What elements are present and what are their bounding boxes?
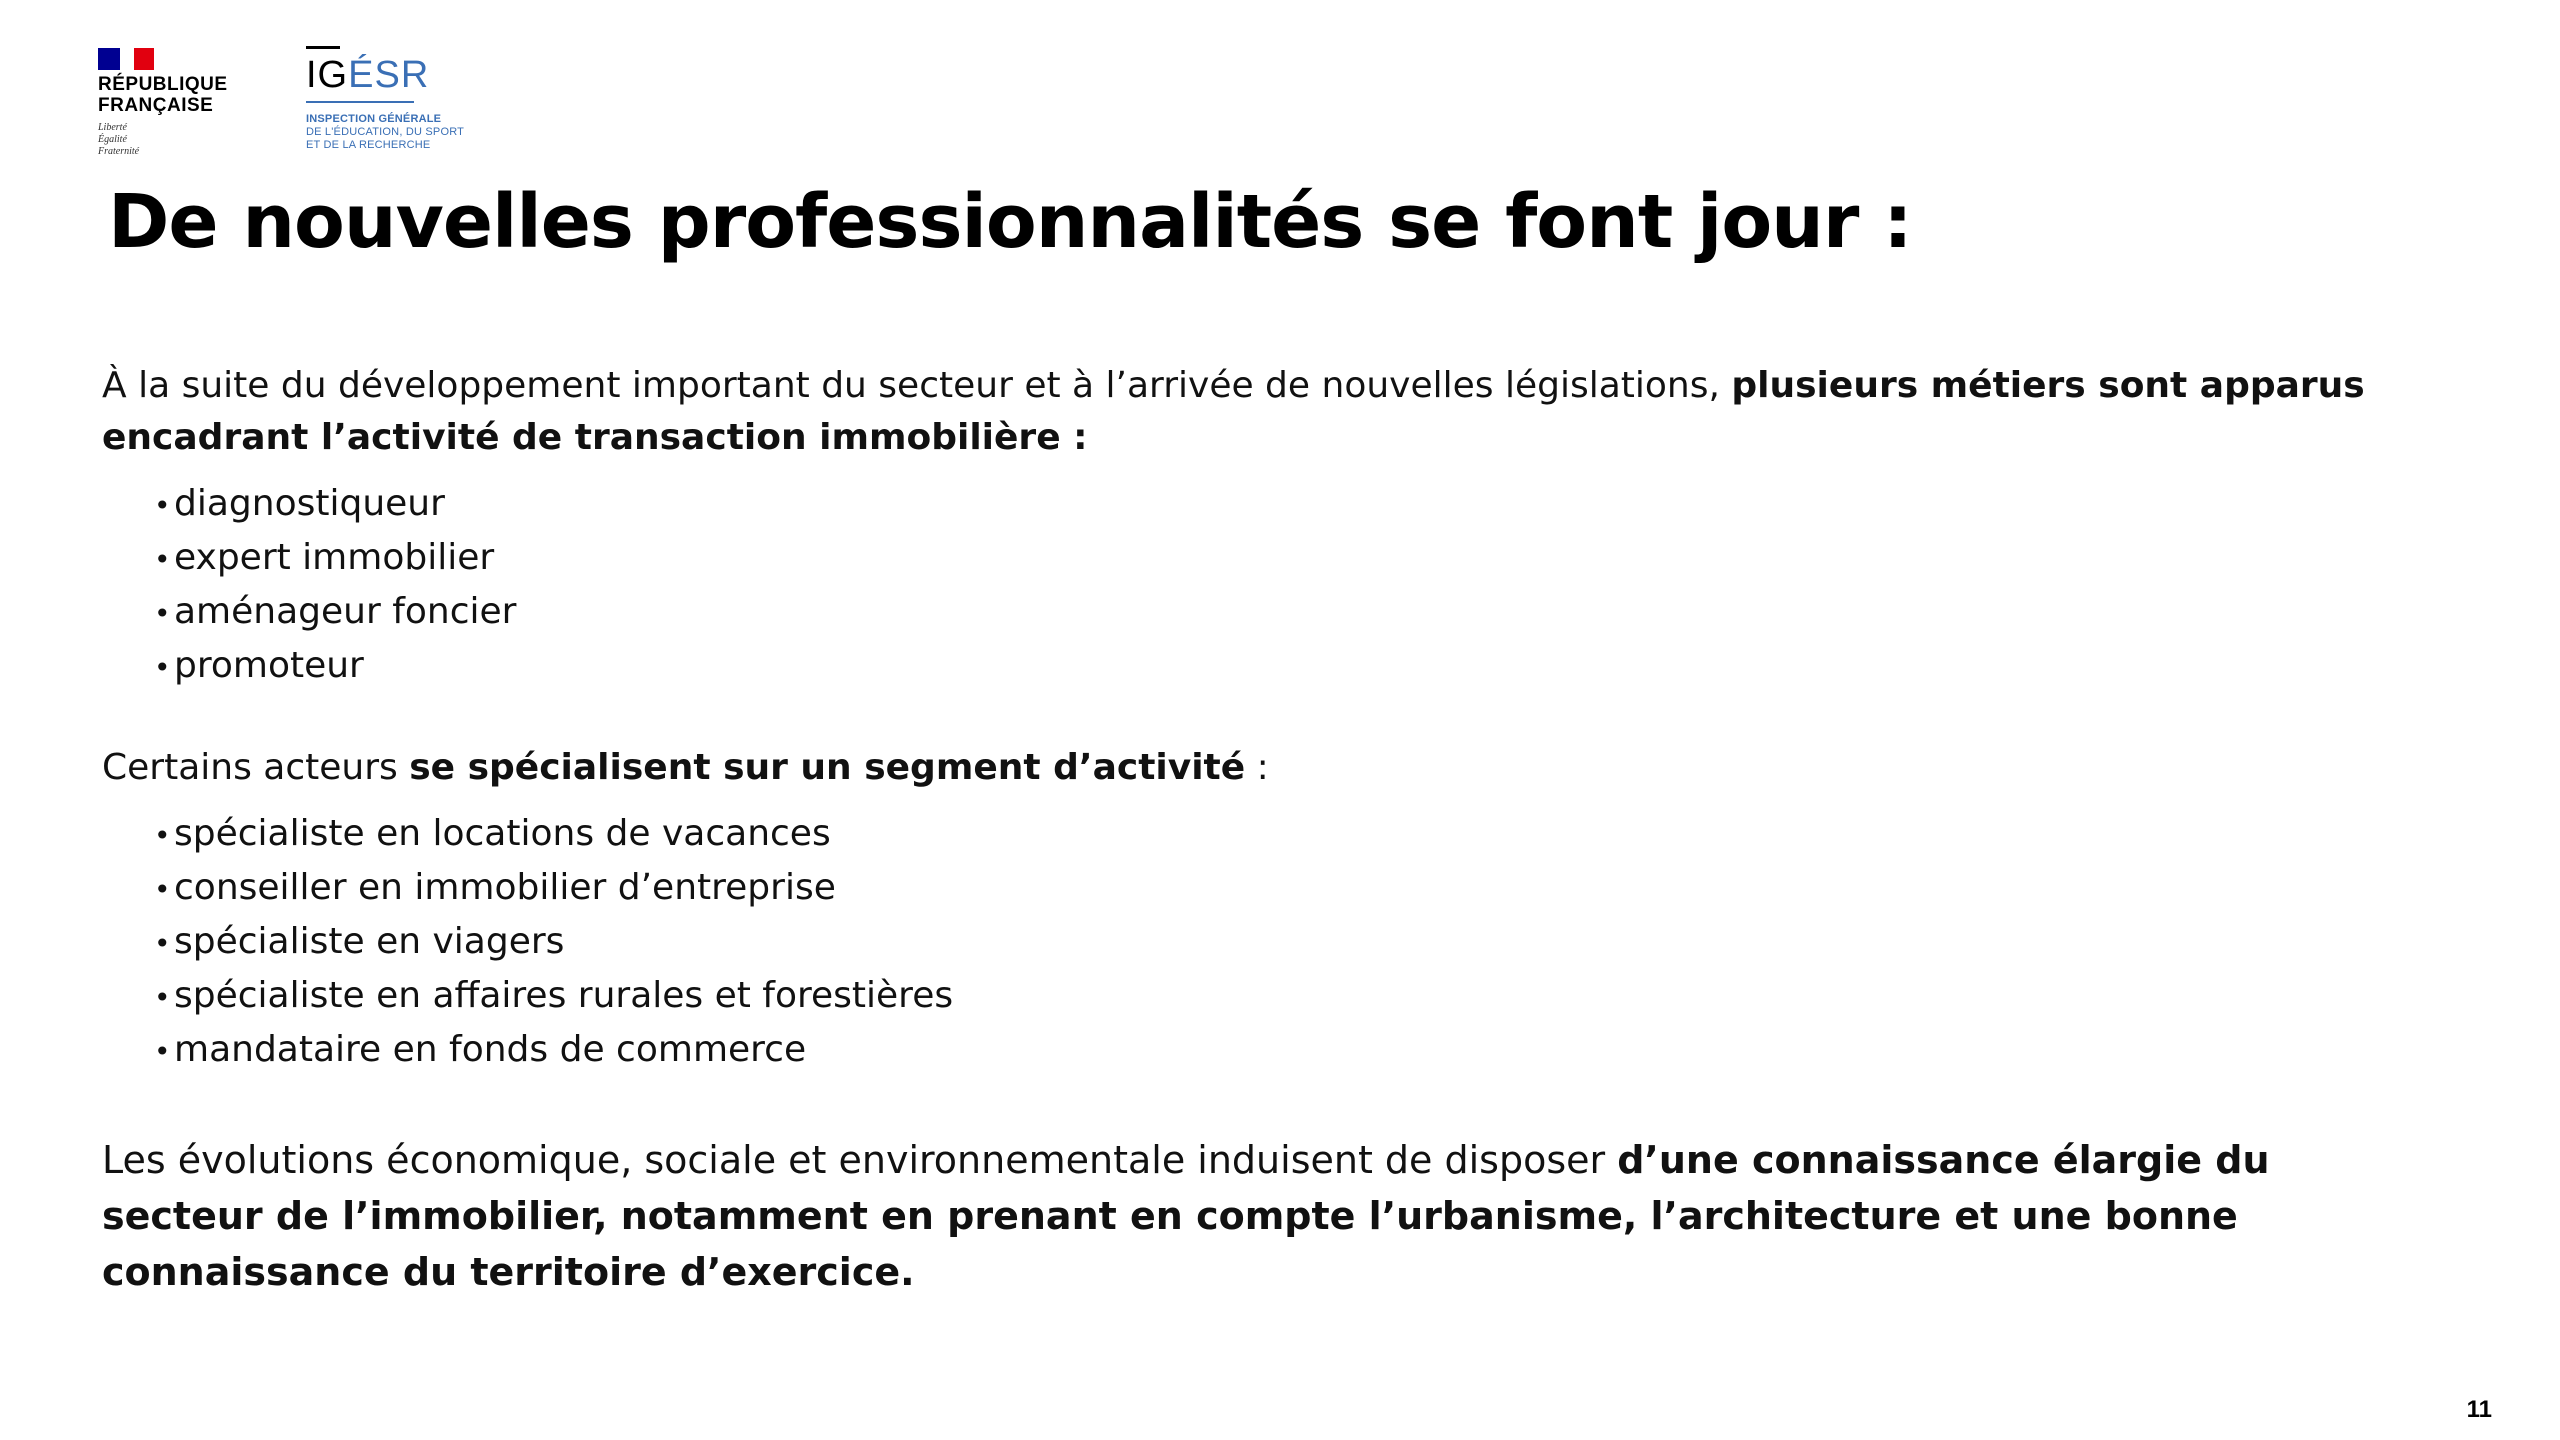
bullet-icon: • [154, 597, 171, 630]
igesr-wordmark-ig: IG [306, 54, 349, 96]
section1-intro [102, 360, 2442, 464]
conclusion-text: Les évolutions économique, sociale et environnementale induisent de disposer [102, 1138, 1618, 1182]
list-item [154, 478, 2442, 532]
bullet-icon: • [154, 1035, 171, 1068]
igesr-wordmark [306, 55, 506, 95]
republique-francaise-logo [98, 48, 248, 158]
rf-logo-line2: FRANÇAISE [98, 95, 214, 116]
new-professions-list [102, 478, 2442, 694]
conclusion-emphasis: d’une connaissance élargie du secteur de l’immobilier, notamment en prenant en compte l’urbanisme, l’architecture et une bonne connaissance du territoire d’exercice. [102, 1138, 2270, 1294]
bullet-icon: • [154, 981, 171, 1014]
list-item-text: conseiller en immobilier d’entreprise [174, 867, 836, 908]
list-item-text: diagnostiqueur [174, 483, 445, 524]
list-item-text: promoteur [174, 645, 364, 686]
section1-intro-text: À la suite du développement important du secteur et à l’arrivée de nouvelles législations, [102, 365, 1732, 406]
rf-motto-line: Liberté [98, 122, 127, 133]
list-item [154, 808, 2442, 862]
rf-motto [98, 122, 248, 158]
rf-logo-line1: RÉPUBLIQUE [98, 74, 228, 95]
specializations-list [102, 808, 2442, 1078]
bullet-icon: • [154, 873, 171, 906]
list-item [154, 586, 2442, 640]
igesr-bottom-rule [306, 101, 414, 103]
list-item-text: aménageur foncier [174, 591, 517, 632]
section2-intro [102, 742, 2442, 794]
list-item [154, 532, 2442, 586]
bullet-icon: • [154, 651, 171, 684]
igesr-wordmark-esr: ÉSR [348, 54, 430, 96]
list-item [154, 916, 2442, 970]
section1-intro-emphasis: plusieurs métiers sont apparus encadrant l’activité de transaction immobilière : [102, 365, 2365, 458]
rf-motto-line: Fraternité [98, 146, 140, 157]
igesr-top-rule [306, 46, 340, 49]
conclusion-paragraph [102, 1132, 2442, 1300]
list-item [154, 1024, 2442, 1078]
igesr-subtitle-line: INSPECTION GÉNÉRALE [306, 113, 442, 125]
list-item [154, 862, 2442, 916]
igesr-subtitle-line: ET DE LA RECHERCHE [306, 139, 431, 151]
list-item-text: spécialiste en viagers [174, 921, 565, 962]
bullet-icon: • [154, 819, 171, 852]
slide-body [102, 360, 2442, 1300]
list-item-text: spécialiste en locations de vacances [174, 813, 831, 854]
list-item-text: spécialiste en affaires rurales et forestières [174, 975, 954, 1016]
igesr-logo [306, 46, 506, 152]
bullet-icon: • [154, 927, 171, 960]
list-item-text: mandataire en fonds de commerce [174, 1029, 807, 1070]
igesr-subtitle [306, 113, 506, 152]
page-number: 11 [2466, 1396, 2492, 1423]
french-flag-icon [98, 48, 154, 70]
slide-title: De nouvelles professionnalités se font jour : [108, 179, 1912, 265]
list-item [154, 970, 2442, 1024]
list-item [154, 640, 2442, 694]
bullet-icon: • [154, 543, 171, 576]
section2-intro-tail: : [1245, 747, 1269, 788]
list-item-text: expert immobilier [174, 537, 495, 578]
section2-intro-text: Certains acteurs [102, 747, 410, 788]
bullet-icon: • [154, 489, 171, 522]
section2-intro-emphasis: se spécialisent sur un segment d’activité [409, 747, 1246, 788]
igesr-subtitle-line: DE L'ÉDUCATION, DU SPORT [306, 126, 465, 138]
rf-motto-line: Égalité [98, 134, 127, 145]
